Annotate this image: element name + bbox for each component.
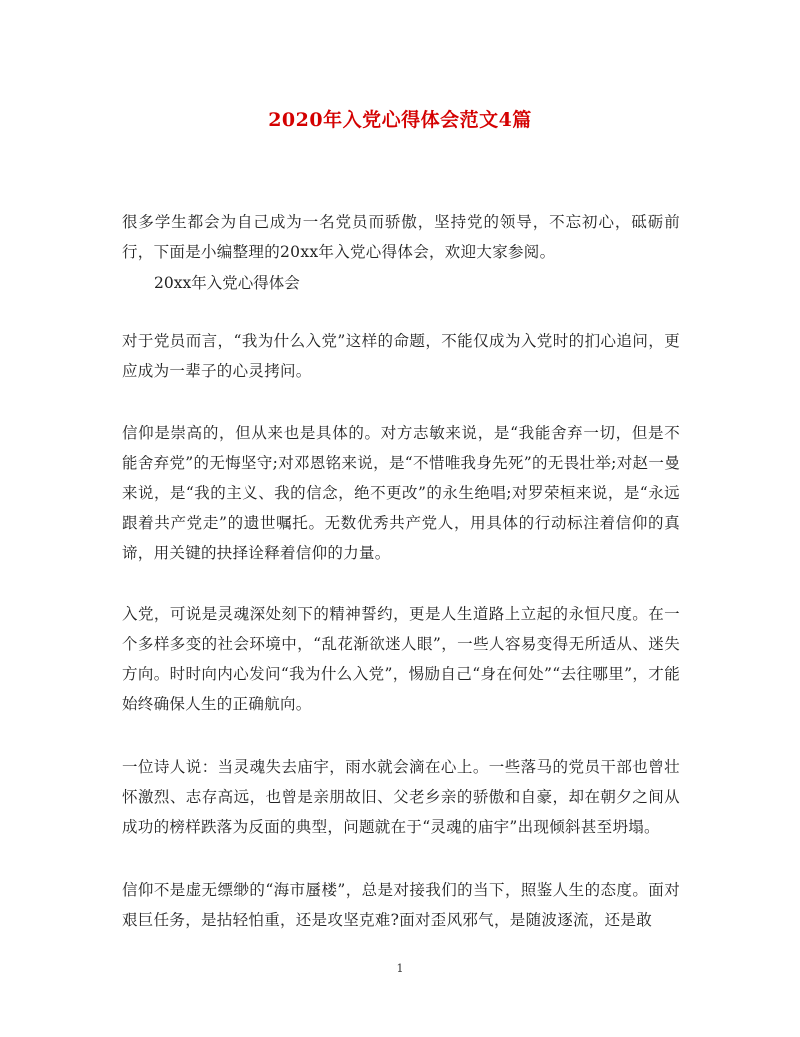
- paragraph-text: 对于党员而言，“我为什么入党”这样的命题，不能仅成为入党时的扪心追问，更应成为一辈子的心灵拷问。: [122, 332, 680, 380]
- subheading: 20xx年入党心得体会: [154, 274, 300, 292]
- intro-paragraph: [122, 207, 680, 267]
- paragraph-text: 一位诗人说：当灵魂失去庙宇，雨水就会滴在心上。一些落马的党员干部也曾壮怀激烈、志存高远，也曾是亲朋故旧、父老乡亲的骄傲和自豪，却在朝夕之间从成功的榜样跌落为反面的典型，问题就在于“灵魂的庙宇”出现倾斜甚至坍塌。: [122, 758, 680, 836]
- page-number: 1: [396, 962, 404, 975]
- document-title: 2020年入党心得体会范文4篇: [268, 109, 532, 131]
- paragraph-text: 入党，可说是灵魂深处刻下的精神誓约，更是人生道路上立起的永恒尺度。在一个多样多变的社会环境中，“乱花渐欲迷人眼”，一些人容易变得无所适从、迷失方向。时时向内心发问“我为什么入党”，惕励自己“身在何处”“去往哪里”，才能始终确保人生的正确航向。: [122, 605, 680, 713]
- paragraph-text: 很多学生都会为自己成为一名党员而骄傲，坚持党的领导，不忘初心，砥砺前行，下面是小编整理的20xx年入党心得体会，欢迎大家参阅。: [122, 213, 680, 261]
- paragraph-text: 信仰是崇高的，但从来也是具体的。对方志敏来说，是“我能舍弃一切，但是不能舍弃党”的无悔坚守;对邓恩铭来说，是“不惜唯我身先死”的无畏壮举;对赵一曼来说，是“我的主义、我的信念，绝不更改”的永生绝唱;对罗荣桓来说，是“永远跟着共产党走”的遗世嘱托。无数优秀共产党人，用具体的行动标注着信仰的真谛，用关键的抉择诠释着信仰的力量。: [122, 424, 680, 562]
- paragraph-2: [122, 418, 680, 568]
- paragraph-4: [122, 752, 680, 842]
- paragraph-1: [122, 326, 680, 386]
- paragraph-text: 信仰不是虚无缥缈的“海市蜃楼”，总是对接我们的当下，照鉴人生的态度。面对艰巨任务，是拈轻怕重，还是攻坚克难?面对歪风邪气，是随波逐流，还是敢: [122, 881, 680, 929]
- paragraph-3: [122, 599, 680, 719]
- paragraph-5: [122, 875, 680, 935]
